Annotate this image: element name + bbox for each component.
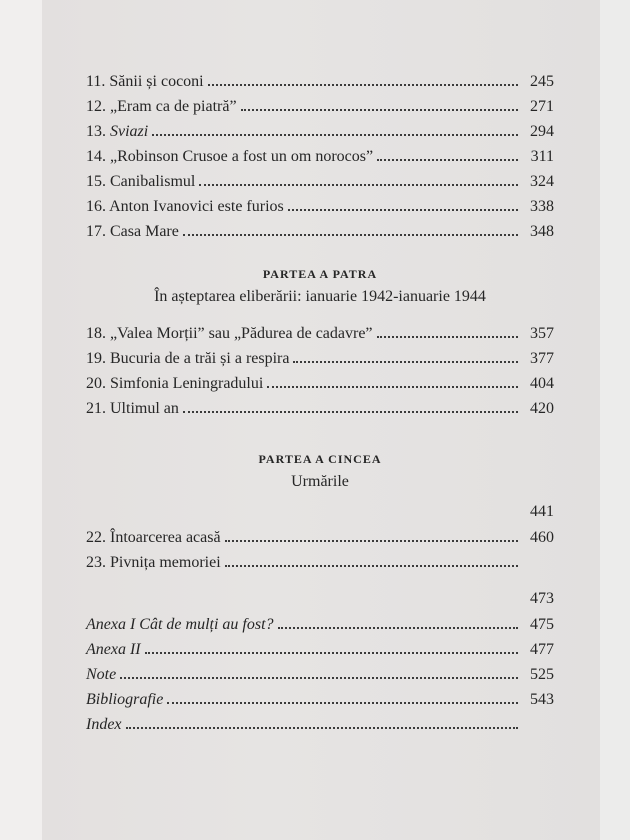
entry-title: 13. Sviazi <box>86 123 149 140</box>
entry-page: 245 <box>530 73 554 90</box>
entry-page: 271 <box>530 98 554 115</box>
part-five-section <box>86 452 554 572</box>
entry-title: 12. „Eram ca de piatră” <box>86 98 237 115</box>
entry-page: 404 <box>530 375 554 392</box>
entry-title: Anexa I Cât de mulți au fost? <box>86 616 274 633</box>
entry-title: 11. Sănii și coconi <box>86 73 204 90</box>
toc-entry-19 <box>86 343 554 368</box>
toc-entry-16 <box>86 191 554 216</box>
entry-title: 17. Casa Mare <box>86 223 179 240</box>
dot-leader <box>126 727 518 729</box>
entry-page: 475 <box>530 616 554 633</box>
dot-leader <box>199 184 518 186</box>
dot-leader <box>377 336 518 338</box>
dot-leader <box>293 361 518 363</box>
toc-group-1 <box>86 66 554 241</box>
entry-title: 21. Ultimul an <box>86 400 179 417</box>
entry-page: 477 <box>530 641 554 658</box>
right-background <box>600 0 630 840</box>
dot-leader <box>225 540 518 542</box>
part-subtitle: Urmările <box>291 473 349 490</box>
entry-title: Note <box>86 666 117 683</box>
entry-title: Anexa II <box>86 641 141 658</box>
entry-title: 16. Anton Ivanovici este furios <box>86 198 284 215</box>
toc-entry-20 <box>86 368 554 393</box>
dot-leader <box>241 109 518 111</box>
dot-leader <box>288 209 518 211</box>
entry-page: 348 <box>530 223 554 240</box>
part-four-section <box>86 267 554 418</box>
entry-title: 14. „Robinson Crusoe a fost un om norocos” <box>86 148 374 165</box>
entry-page: 311 <box>530 148 554 165</box>
page-number: 473 <box>530 590 554 607</box>
dot-leader <box>225 565 518 567</box>
toc-entry-22 <box>86 522 554 547</box>
toc-entry-anexa-1 <box>86 609 554 634</box>
part-heading: PARTEA A CINCEA <box>258 452 382 466</box>
dot-leader <box>183 411 518 413</box>
toc-entry-18 <box>86 318 554 343</box>
dot-leader <box>278 627 518 629</box>
entry-title: Bibliografie <box>86 691 164 708</box>
entry-page: 525 <box>530 666 554 683</box>
dot-leader <box>183 234 518 236</box>
toc-entry-anexa-2 <box>86 634 554 659</box>
dot-leader <box>120 677 518 679</box>
entry-page: 460 <box>530 529 554 546</box>
entry-title: 18. „Valea Morții” sau „Pădurea de cadavre” <box>86 325 373 342</box>
page-number: 441 <box>530 503 554 520</box>
toc-entry-index <box>86 709 554 734</box>
toc-entry-11 <box>86 66 554 91</box>
toc-entry-15 <box>86 166 554 191</box>
dot-leader <box>145 652 518 654</box>
entry-title: 22. Întoarcerea acasă <box>86 529 221 546</box>
entry-title: 20. Simfonia Leningradului <box>86 375 264 392</box>
entry-page: 338 <box>530 198 554 215</box>
toc-entry-bibliografie <box>86 684 554 709</box>
entry-page: 377 <box>530 350 554 367</box>
entry-title-italic: Sviazi <box>110 123 149 140</box>
part-heading: PARTEA A PATRA <box>262 267 378 281</box>
toc-entry-17 <box>86 216 554 241</box>
toc-entry-14 <box>86 141 554 166</box>
dot-leader <box>167 702 518 704</box>
toc-entry-23 <box>86 547 554 572</box>
entry-page: 357 <box>530 325 554 342</box>
toc-entry-13 <box>86 116 554 141</box>
dot-leader <box>267 386 518 388</box>
toc-entry-21 <box>86 393 554 418</box>
entry-title: 15. Canibalismul <box>86 173 196 190</box>
dot-leader <box>208 84 518 86</box>
entry-title: Index <box>86 716 122 733</box>
left-background <box>0 0 42 840</box>
entry-title: 19. Bucuria de a trăi și a respira <box>86 350 290 367</box>
table-of-contents <box>86 66 554 734</box>
entry-page: 420 <box>530 400 554 417</box>
part-subtitle: În așteptarea eliberării: ianuarie 1942-ianuarie 1944 <box>154 288 486 305</box>
entry-title: 23. Pivnița memoriei <box>86 554 221 571</box>
dot-leader <box>152 134 518 136</box>
entry-page: 324 <box>530 173 554 190</box>
entry-page: 294 <box>530 123 554 140</box>
toc-entry-12 <box>86 91 554 116</box>
toc-entry-note <box>86 659 554 684</box>
dot-leader <box>377 159 518 161</box>
appendix-section <box>86 590 554 734</box>
entry-page: 543 <box>530 691 554 708</box>
